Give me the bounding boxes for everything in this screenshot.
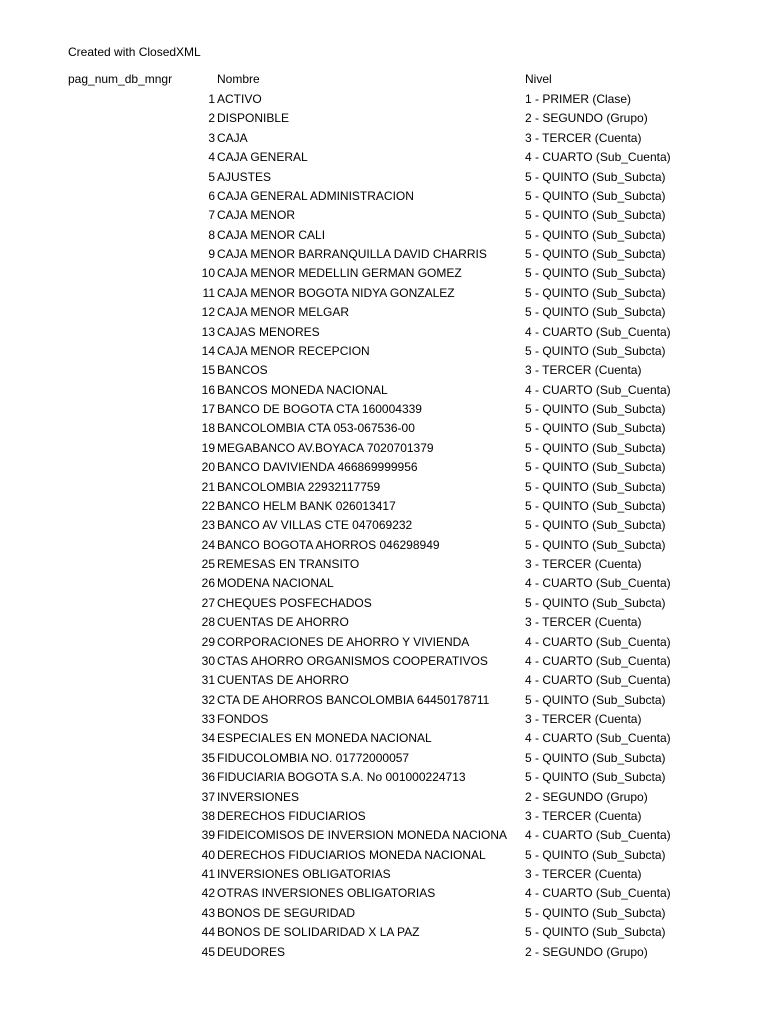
account-name: MODENA NACIONAL [217,576,334,591]
account-level: 5 - QUINTO (Sub_Subcta) [525,595,666,610]
table-row [0,633,768,652]
account-level: 4 - CUARTO (Sub_Cuenta) [525,828,671,843]
table-row [0,458,768,477]
row-number: 37 [201,789,215,804]
row-number: 12 [201,305,215,320]
table-row [0,807,768,826]
account-level: 2 - SEGUNDO (Grupo) [525,111,648,126]
account-name: CTAS AHORRO ORGANISMOS COOPERATIVOS [217,653,488,668]
table-row [0,749,768,768]
table-row [0,904,768,923]
table-row [0,497,768,516]
table-row [0,710,768,729]
row-number: 7 [208,208,215,223]
table-row [0,846,768,865]
table-row [0,516,768,535]
row-number: 38 [201,808,215,823]
table-row [0,439,768,458]
account-name: CAJA MENOR CALI [217,227,326,242]
table-row [0,419,768,438]
account-name: CAJA MENOR MEDELLIN GERMAN GOMEZ [217,266,462,281]
account-level: 4 - CUARTO (Sub_Cuenta) [525,673,671,688]
account-level: 5 - QUINTO (Sub_Subcta) [525,537,666,552]
row-number: 6 [208,188,215,203]
table-row [0,226,768,245]
account-name: REMESAS EN TRANSITO [217,557,360,571]
table-row [0,943,768,962]
account-level: 4 - CUARTO (Sub_Cuenta) [525,653,671,668]
table-row [0,768,768,787]
account-name: BANCO AV VILLAS CTE 047069232 [217,518,413,533]
table-row [0,884,768,903]
row-number: 19 [201,440,215,455]
table-row [0,691,768,710]
account-level: 4 - CUARTO (Sub_Cuenta) [525,150,671,165]
account-level: 3 - TERCER (Cuenta) [525,130,642,145]
row-number: 4 [208,150,215,165]
account-name: ESPECIALES EN MONEDA NACIONAL [217,731,432,746]
table-row [0,652,768,671]
header-page-number: pag_num_db_mngr [68,72,173,86]
row-number: 15 [201,363,215,378]
row-number: 32 [201,692,215,707]
table-row [0,381,768,400]
table-row [0,323,768,342]
table-row [0,865,768,884]
account-level: 1 - PRIMER (Clase) [525,92,632,106]
table-row [0,109,768,128]
account-name: FIDUCIARIA BOGOTA S.A. No 001000224713 [217,770,466,785]
row-number: 2 [208,111,215,126]
account-level: 4 - CUARTO (Sub_Cuenta) [525,576,671,591]
account-name: MEGABANCO AV.BOYACA 7020701379 [217,440,434,455]
row-number: 34 [201,731,215,746]
account-name: CAJA GENERAL [217,150,308,165]
account-level: 4 - CUARTO (Sub_Cuenta) [525,324,671,339]
account-name: DERECHOS FIDUCIARIOS MONEDA NACIONAL [217,847,486,862]
account-level: 5 - QUINTO (Sub_Subcta) [525,343,666,358]
table-row [0,613,768,632]
row-number: 10 [201,266,215,281]
row-number: 16 [201,382,215,397]
table-row [0,168,768,187]
row-number: 23 [201,518,215,533]
account-name: BANCOS MONEDA NACIONAL [217,382,388,397]
account-name: BANCOS [217,363,268,378]
table-row [0,284,768,303]
account-level: 5 - QUINTO (Sub_Subcta) [525,305,666,320]
account-name: CHEQUES POSFECHADOS [217,595,372,610]
header-nivel: Nivel [525,72,552,86]
row-number: 41 [201,867,215,881]
table-row [0,400,768,419]
account-table [0,90,768,962]
account-name: INVERSIONES OBLIGATORIAS [217,867,391,881]
account-name: FONDOS [217,712,269,726]
account-level: 5 - QUINTO (Sub_Subcta) [525,460,666,475]
account-level: 5 - QUINTO (Sub_Subcta) [525,847,666,862]
table-row [0,129,768,148]
account-level: 5 - QUINTO (Sub_Subcta) [525,479,666,494]
row-number: 24 [201,537,215,552]
account-name: BANCO DE BOGOTA CTA 160004339 [217,402,422,416]
account-level: 4 - CUARTO (Sub_Cuenta) [525,886,671,901]
account-level: 5 - QUINTO (Sub_Subcta) [525,247,666,261]
account-name: BANCOLOMBIA 22932117759 [217,479,381,494]
account-name: CAJA MENOR RECEPCION [217,343,370,358]
account-level: 5 - QUINTO (Sub_Subcta) [525,188,666,203]
table-row [0,206,768,225]
table-row [0,536,768,555]
account-level: 5 - QUINTO (Sub_Subcta) [525,227,666,242]
account-name: CAJA MENOR BARRANQUILLA DAVID CHARRIS [217,247,487,261]
table-row [0,342,768,361]
account-name: ACTIVO [217,92,262,106]
account-name: FIDEICOMISOS DE INVERSION MONEDA NACIONA [217,828,508,843]
row-number: 13 [201,324,215,339]
account-level: 3 - TERCER (Cuenta) [525,808,642,823]
account-name: CAJA MENOR BOGOTA NIDYA GONZALEZ [217,285,455,300]
row-number: 28 [201,615,215,630]
account-level: 3 - TERCER (Cuenta) [525,363,642,378]
account-name: DERECHOS FIDUCIARIOS [217,808,366,823]
account-name: CAJA MENOR [217,208,296,223]
account-level: 3 - TERCER (Cuenta) [525,615,642,630]
row-number: 30 [201,653,215,668]
table-row [0,187,768,206]
row-number: 25 [201,557,215,571]
table-row [0,555,768,574]
table-row [0,478,768,497]
account-name: BANCO HELM BANK 026013417 [217,498,396,513]
table-row [0,788,768,807]
account-name: BANCOLOMBIA CTA 053-067536-00 [217,421,415,436]
account-level: 5 - QUINTO (Sub_Subcta) [525,925,666,940]
row-number: 22 [201,498,215,513]
account-name: BANCO DAVIVIENDA 466869999956 [217,460,418,475]
table-row [0,264,768,283]
account-name: CTA DE AHORROS BANCOLOMBIA 64450178711 [217,692,490,707]
account-name: CAJAS MENORES [217,324,320,339]
account-level: 5 - QUINTO (Sub_Subcta) [525,692,666,707]
account-level: 5 - QUINTO (Sub_Subcta) [525,266,666,281]
account-name: AJUSTES [217,169,272,184]
row-number: 27 [201,595,215,610]
table-row [0,245,768,264]
row-number: 26 [201,576,215,591]
account-level: 5 - QUINTO (Sub_Subcta) [525,208,666,223]
account-level: 5 - QUINTO (Sub_Subcta) [525,421,666,436]
account-name: BONOS DE SEGURIDAD [217,905,356,920]
account-level: 5 - QUINTO (Sub_Subcta) [525,402,666,416]
table-row [0,361,768,380]
row-number: 33 [201,712,215,726]
account-level: 4 - CUARTO (Sub_Cuenta) [525,634,671,649]
account-level: 5 - QUINTO (Sub_Subcta) [525,285,666,300]
table-row [0,594,768,613]
account-level: 5 - QUINTO (Sub_Subcta) [525,169,666,184]
account-name: CUENTAS DE AHORRO [217,673,349,688]
account-level: 5 - QUINTO (Sub_Subcta) [525,498,666,513]
row-number: 1 [208,92,215,106]
account-name: CAJA [217,130,248,145]
row-number: 9 [208,247,215,261]
account-name: DISPONIBLE [217,111,290,126]
account-name: INVERSIONES [217,789,300,804]
row-number: 5 [208,169,215,184]
row-number: 20 [201,460,215,475]
account-name: DEUDORES [217,944,286,959]
account-name: CUENTAS DE AHORRO [217,615,349,630]
row-number: 31 [201,673,215,688]
account-name: CORPORACIONES DE AHORRO Y VIVIENDA [217,634,470,649]
row-number: 14 [201,343,215,358]
account-level: 3 - TERCER (Cuenta) [525,557,642,571]
table-row [0,303,768,322]
row-number: 43 [201,905,215,920]
header-nombre: Nombre [217,72,260,86]
account-name: OTRAS INVERSIONES OBLIGATORIAS [217,886,436,901]
row-number: 3 [208,130,215,145]
row-number: 17 [201,402,215,416]
row-number: 11 [202,285,215,300]
row-number: 36 [201,770,215,785]
account-level: 5 - QUINTO (Sub_Subcta) [525,750,666,765]
account-level: 5 - QUINTO (Sub_Subcta) [525,905,666,920]
row-number: 21 [201,479,215,494]
row-number: 8 [208,227,215,242]
row-number: 39 [201,828,215,843]
table-row [0,923,768,942]
row-number: 35 [201,750,215,765]
account-level: 5 - QUINTO (Sub_Subcta) [525,770,666,785]
table-row [0,148,768,167]
table-row [0,826,768,845]
account-name: FIDUCOLOMBIA NO. 01772000057 [217,750,410,765]
row-number: 42 [201,886,215,901]
account-name: BANCO BOGOTA AHORROS 046298949 [217,537,440,552]
row-number: 44 [201,925,215,940]
table-row [0,729,768,748]
account-level: 4 - CUARTO (Sub_Cuenta) [525,382,671,397]
row-number: 45 [201,944,215,959]
row-number: 18 [201,421,215,436]
account-level: 5 - QUINTO (Sub_Subcta) [525,440,666,455]
account-level: 2 - SEGUNDO (Grupo) [525,789,648,804]
document-caption: Created with ClosedXML [68,45,201,59]
account-level: 5 - QUINTO (Sub_Subcta) [525,518,666,533]
account-level: 3 - TERCER (Cuenta) [525,867,642,881]
table-row [0,671,768,690]
row-number: 40 [201,847,215,862]
table-row [0,574,768,593]
table-row [0,90,768,109]
account-level: 3 - TERCER (Cuenta) [525,712,642,726]
row-number: 29 [201,634,215,649]
account-name: BONOS DE SOLIDARIDAD X LA PAZ [217,925,420,940]
account-name: CAJA MENOR MELGAR [217,305,350,320]
account-level: 2 - SEGUNDO (Grupo) [525,944,648,959]
account-name: CAJA GENERAL ADMINISTRACION [217,188,414,203]
account-level: 4 - CUARTO (Sub_Cuenta) [525,731,671,746]
